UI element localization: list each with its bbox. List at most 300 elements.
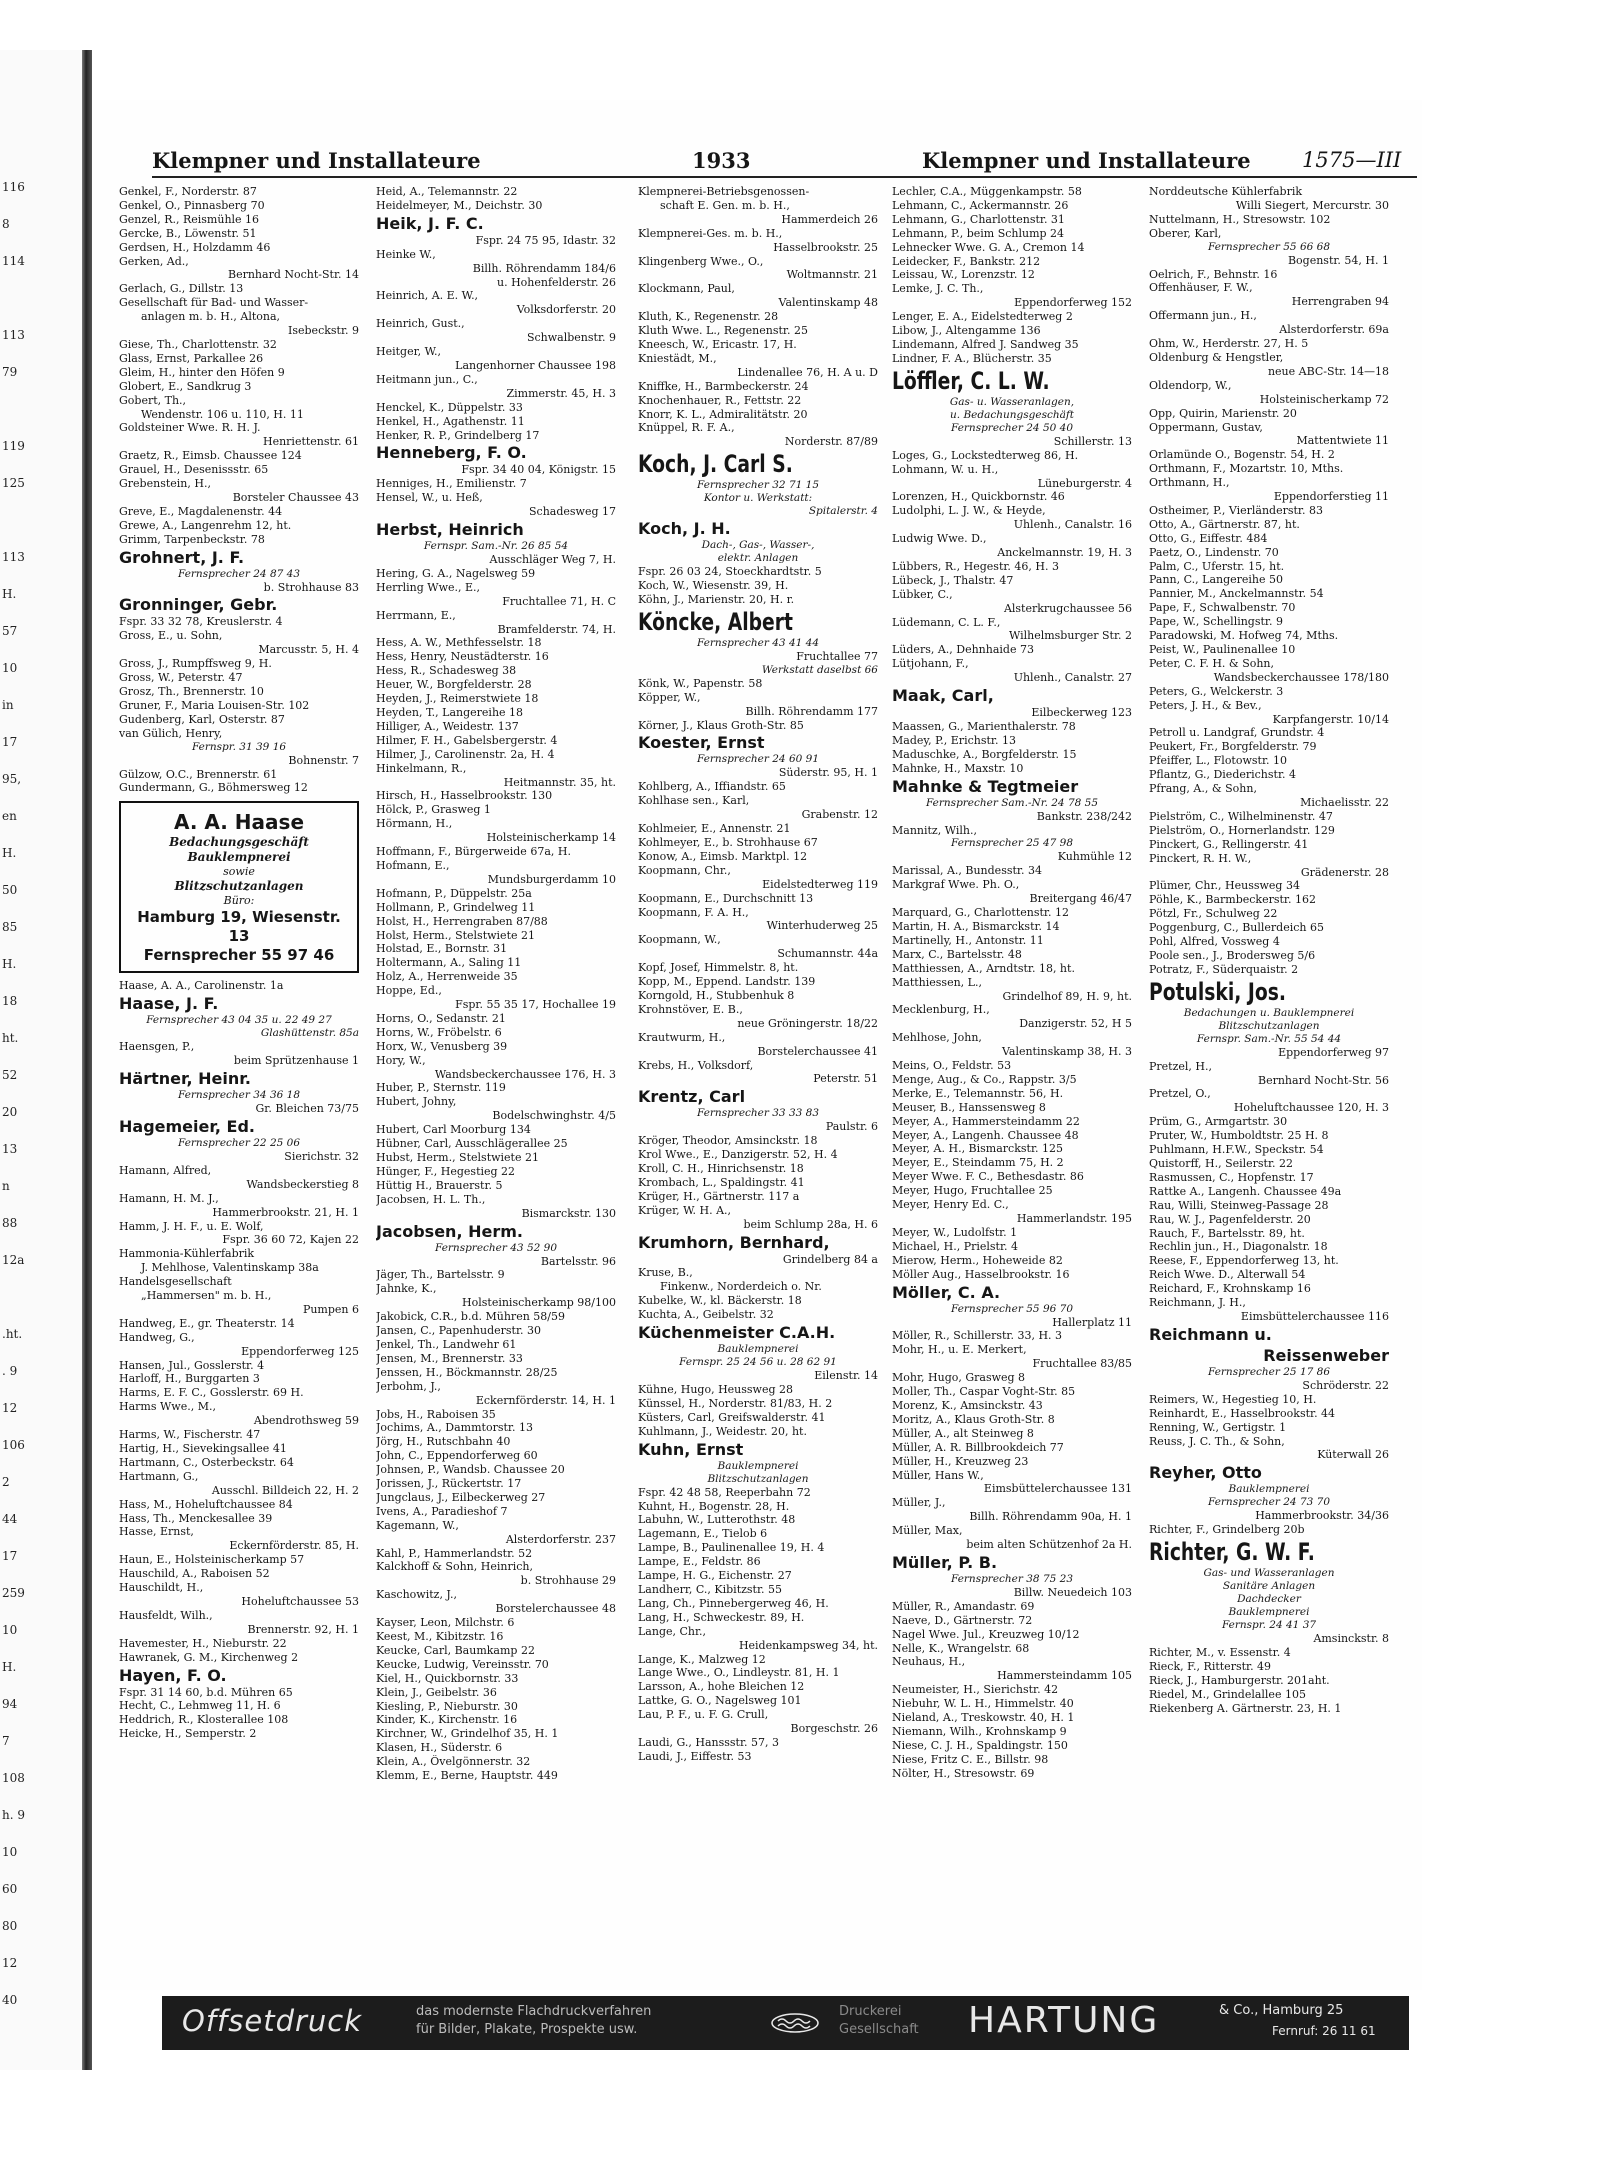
directory-entry: Fspr. 42 48 58, Reeperbahn 72	[638, 1485, 811, 1499]
advertisement-box	[119, 801, 359, 973]
directory-entry: Müller, R., Amandastr. 69	[892, 1599, 1035, 1613]
directory-entry: Fruchtallee 83/85	[1032, 1357, 1132, 1371]
directory-entry: Eckernförderstr. 85, H.	[229, 1539, 359, 1553]
directory-entry: neue ABC-Str. 14—18	[1267, 364, 1389, 378]
directory-entry: b. Strohhause 83	[263, 580, 359, 594]
directory-entry: Holsteinischerkamp 14	[486, 831, 616, 845]
directory-entry: Richter, M., v. Essenstr. 4	[1149, 1646, 1291, 1660]
directory-entry: Orthmann, F., Mozartstr. 10, Mths.	[1149, 462, 1344, 476]
left-page-fragment-text: 17	[2, 1549, 18, 1563]
directory-entry: Hamann, H. M. J.,	[119, 1191, 219, 1205]
directory-entry: Bedachungen u. Bauklempnerei	[1183, 1006, 1355, 1019]
directory-entry: Holsteinischerkamp 98/100	[462, 1296, 616, 1310]
page-number: 1575—III	[1302, 148, 1402, 172]
directory-entry: b. Strohhause 29	[520, 1574, 616, 1588]
directory-entry: Mundsburgerdamm 10	[487, 872, 616, 886]
directory-entry: Heicke, H., Semperstr. 2	[119, 1727, 257, 1741]
directory-page	[92, 100, 1422, 2041]
directory-entry: Lenger, E. A., Eidelstedterweg 2	[892, 310, 1073, 324]
directory-entry: Kiesling, P., Nieburstr. 30	[376, 1699, 518, 1713]
directory-entry: Valentinskamp 48	[778, 296, 878, 310]
directory-entry: Fernsprecher 24 50 40	[950, 421, 1074, 434]
column-1	[119, 185, 359, 1885]
directory-entry: Goldsteiner Wwe. R. H. J.	[119, 421, 261, 435]
directory-entry: Holst, Herm., Stelstwiete 21	[376, 928, 535, 942]
directory-entry: Grabenstr. 12	[801, 808, 878, 822]
directory-entry: Bernhard Nocht-Str. 56	[1257, 1073, 1389, 1087]
directory-entry: Havemester, H., Nieburstr. 22	[119, 1636, 287, 1650]
left-page-fragment-text: H.	[2, 957, 17, 971]
featured-entry-name: Koch, J. H.	[638, 519, 731, 539]
directory-entry: Huber, P., Sternstr. 119	[376, 1081, 506, 1095]
directory-entry: Holz, A., Herrenweide 35	[376, 970, 518, 984]
directory-entry: Genkel, O., Pinnasberg 70	[119, 198, 265, 212]
directory-entry: Krautwurm, H.,	[638, 1030, 726, 1044]
advertisement-banner	[162, 1996, 1409, 2050]
directory-entry: Hamann, Alfred,	[119, 1163, 212, 1177]
featured-entry-name: Jacobsen, Herm.	[376, 1221, 523, 1241]
directory-entry: Peterstr. 51	[813, 1072, 878, 1086]
directory-entry: Lampe, H. G., Eichenstr. 27	[638, 1569, 792, 1583]
directory-entry: Lange Wwe., O., Lindleystr. 81, H. 1	[638, 1666, 840, 1680]
directory-entry: Lange, Chr.,	[638, 1624, 707, 1638]
directory-entry: Lehmann, G., Charlottenstr. 31	[892, 212, 1065, 226]
directory-entry: Opp, Quirin, Marienstr. 20	[1149, 406, 1297, 420]
banner-offsetdruck: Offsetdruck	[182, 2004, 363, 2038]
featured-entry-name: Küchenmeister C.A.H.	[638, 1323, 836, 1343]
directory-entry: Hirsch, H., Hasselbrookstr. 130	[376, 789, 553, 803]
directory-entry: Bartelsstr. 96	[540, 1254, 616, 1268]
directory-entry: Holstad, E., Bornstr. 31	[376, 942, 508, 956]
directory-entry: elektr. Anlagen	[717, 552, 799, 565]
directory-entry: Orthmann, H.,	[1149, 476, 1230, 490]
directory-entry: Möller, R., Schillerstr. 33, H. 3	[892, 1329, 1063, 1343]
featured-entry-name: Möller, C. A.	[892, 1282, 1001, 1302]
directory-entry: Koopmann, W.,	[638, 933, 721, 947]
directory-entry: Rieck, F., Ritterstr. 49	[1149, 1659, 1272, 1673]
directory-entry: Herrling Wwe., E.,	[376, 580, 481, 594]
directory-entry: Handweg, G.,	[119, 1330, 195, 1344]
directory-entry: Pinckert, R. H. W.,	[1149, 851, 1252, 865]
directory-entry: Poole sen., J., Brodersweg 5/6	[1149, 948, 1316, 962]
left-page-fragment-text: 10	[2, 1623, 18, 1637]
directory-entry: Martin, H. A., Bismarckstr. 14	[892, 919, 1060, 933]
book-gutter	[82, 50, 92, 2070]
box-text: Blitzschutzanlagen	[174, 879, 304, 894]
left-page-fragment-text: 108	[2, 1771, 25, 1785]
left-page-fragment-text: 116	[2, 180, 25, 194]
directory-entry: Hering, G. A., Nagelsweg 59	[376, 566, 536, 580]
directory-entry: Horx, W., Venusberg 39	[376, 1039, 508, 1053]
directory-entry: Heyden, J., Reimerstwiete 18	[376, 692, 539, 706]
directory-entry: anlagen m. b. H., Altona,	[141, 310, 281, 324]
directory-entry: Krüger, H., Gärtnerstr. 117 a	[638, 1189, 800, 1203]
directory-entry: Knorr, K. L., Admiralitätstr. 20	[638, 407, 808, 421]
directory-entry: Hartmann, C., Osterbeckstr. 64	[119, 1455, 294, 1469]
directory-entry: Jakobick, C.R., b.d. Mühren 58/59	[376, 1310, 565, 1324]
directory-entry: Henker, R. P., Grindelberg 17	[376, 428, 540, 442]
directory-entry: Hass, M., Hoheluftchaussee 84	[119, 1497, 293, 1511]
directory-entry: Kiel, H., Quickbornstr. 33	[376, 1671, 519, 1685]
directory-entry: Heinrich, A. E. W.,	[376, 289, 479, 303]
directory-entry: Hass, Th., Menckesallee 39	[119, 1511, 273, 1525]
column-3	[638, 185, 878, 1885]
directory-entry: Billw. Neuedeich 103	[1013, 1585, 1132, 1599]
directory-entry: Horns, O., Sedanstr. 21	[376, 1011, 506, 1025]
directory-entry: Fernsprecher 32 71 15	[696, 479, 820, 492]
directory-entry: Leidecker, F., Bankstr. 212	[892, 254, 1041, 268]
directory-entry: Schillerstr. 13	[1053, 434, 1132, 448]
directory-entry: Heyden, T., Langereihe 18	[376, 706, 524, 719]
left-page-fragment-text: ht.	[2, 1031, 19, 1045]
directory-entry: Bramfelderstr. 74, H.	[497, 622, 616, 636]
directory-entry: Jacobsen, H. L. Th.,	[376, 1192, 486, 1206]
box-text: A. A. Haase	[173, 810, 305, 835]
directory-entry: Pfrang, A., & Sohn,	[1149, 782, 1257, 796]
directory-entry: Ausschläger Weg 7, H.	[489, 553, 616, 567]
directory-entry: Fernsprecher 24 87 43	[177, 567, 301, 580]
directory-entry: Hess, A. W., Methfesselstr. 18	[376, 636, 542, 650]
directory-entry: Künssel, H., Norderstr. 81/83, H. 2	[638, 1396, 833, 1410]
directory-entry: Gülzow, O.C., Brennerstr. 61	[119, 767, 278, 781]
directory-entry: Meyer, A., Hammersteindamm 22	[892, 1114, 1080, 1128]
directory-entry: Hawranek, G. M., Kirchenweg 2	[119, 1650, 299, 1664]
directory-entry: Fspr. 55 35 17, Hochallee 19	[455, 998, 616, 1012]
directory-entry: Pielström, O., Hornerlandstr. 129	[1149, 823, 1335, 837]
directory-entry: Jungclaus, J., Eilbeckerweg 27	[376, 1490, 546, 1504]
directory-entry: Meyer, A., Langenh. Chaussee 48	[892, 1128, 1079, 1142]
directory-entry: Hammerlandstr. 195	[1016, 1212, 1132, 1225]
directory-entry: Kagemann, W.,	[376, 1518, 459, 1532]
directory-entry: Krebs, H., Volksdorf,	[638, 1058, 754, 1072]
directory-entry: Wandsbeckerchaussee 176, H. 3	[434, 1067, 616, 1081]
directory-entry: Pann, C., Langereihe 50	[1149, 573, 1284, 587]
left-page-fragment-text: 60	[2, 1882, 18, 1896]
featured-entry-name: Haase, J. F.	[119, 994, 219, 1014]
directory-entry: Pöhle, K., Barmbeckerstr. 162	[1149, 893, 1316, 907]
directory-entry: Peukert, Fr., Borgfelderstr. 79	[1149, 740, 1317, 754]
directory-entry: Konow, A., Eimsb. Marktpl. 12	[638, 849, 808, 863]
directory-entry: Greve, E., Magdalenenstr. 44	[119, 504, 283, 518]
directory-entry: Hörmann, H.,	[376, 817, 453, 831]
directory-entry: Leissau, W., Lorenzstr. 12	[892, 268, 1035, 282]
directory-entry: Kroll, C. H., Hinrichsenstr. 18	[638, 1162, 804, 1176]
directory-entry: Pretzel, O.,	[1149, 1087, 1211, 1101]
directory-entry: Möller Aug., Hasselbrookstr. 16	[892, 1267, 1070, 1281]
directory-entry: Kahl, P., Hammerlandstr. 52	[376, 1546, 533, 1560]
directory-entry: Dachdecker	[1237, 1593, 1301, 1606]
directory-entry: Landherr, C., Kibitzstr. 55	[638, 1582, 783, 1596]
left-page-fragment-text: 10	[2, 1845, 18, 1859]
directory-entry: Schadesweg 17	[529, 505, 616, 519]
directory-entry: Heitmannstr. 35, ht.	[503, 775, 616, 789]
directory-entry: Hauschildt, H.,	[119, 1581, 204, 1595]
directory-entry: Eimsbüttelerchaussee 116	[1240, 1309, 1389, 1323]
directory-entry: Jenkel, Th., Landwehr 61	[376, 1337, 517, 1351]
directory-entry: Grauel, H., Desenissstr. 65	[119, 463, 269, 477]
directory-entry: Billh. Röhrendamm 184/6	[472, 261, 616, 275]
directory-entry: Pinckert, G., Rellingerstr. 41	[1149, 837, 1309, 851]
directory-entry: Michael, H., Prielstr. 4	[892, 1239, 1019, 1253]
directory-entry: Pannier, M., Anckelmannstr. 54	[1149, 587, 1324, 601]
featured-entry-name: Herbst, Heinrich	[376, 520, 524, 540]
banner-slogan	[416, 2003, 651, 2039]
directory-entry: Bodelschwinghstr. 4/5	[492, 1109, 616, 1123]
directory-entry: Müller, J.,	[892, 1496, 946, 1510]
directory-entry: Körner, J., Klaus Groth-Str. 85	[638, 718, 804, 732]
directory-entry: Lange, K., Malzweg 12	[638, 1652, 766, 1666]
directory-entry: Rauch, F., Bartelsstr. 89, ht.	[1149, 1226, 1305, 1240]
directory-entry: Grewe, A., Langenrehm 12, ht.	[119, 518, 292, 532]
directory-entry: Handweg, E., gr. Theaterstr. 14	[119, 1316, 295, 1330]
directory-entry: Hubst, Herm., Stelstwiete 21	[376, 1151, 539, 1164]
directory-entry: Reinhardt, E., Hasselbrookstr. 44	[1149, 1406, 1336, 1420]
directory-entry: Rechlin jun., H., Diagonalstr. 18	[1149, 1240, 1328, 1254]
directory-entry: Gas- u. Wasseranlagen,	[949, 395, 1075, 408]
directory-entry: Müller, A., alt Steinweg 8	[892, 1426, 1034, 1440]
directory-entry: van Gülich, Henry,	[119, 726, 223, 740]
directory-entry: Heidelmeyer, M., Deichstr. 30	[376, 198, 543, 212]
directory-entry: Reich Wwe. D., Alterwall 54	[1149, 1268, 1306, 1282]
directory-entry: Madey, P., Erichstr. 13	[892, 733, 1016, 747]
directory-entry: Kalckhoff & Sohn, Heinrich,	[376, 1560, 533, 1574]
directory-entry: Kniestädt, M.,	[638, 351, 717, 365]
directory-entry: Hinkelmann, R.,	[376, 761, 467, 775]
directory-entry: Kohlberg, A., Iffiandstr. 65	[638, 780, 786, 794]
directory-entry: Zimmerstr. 45, H. 3	[506, 386, 616, 400]
left-page-fragment-text: 7	[2, 1734, 10, 1748]
left-page-fragment-text: 57	[2, 624, 18, 638]
directory-entry: Kohlmeyer, E., b. Strohhause 67	[638, 836, 818, 849]
directory-entry: Klempnerei-Ges. m. b. H.,	[638, 226, 783, 240]
directory-entry: Finkenw., Norderdeich o. Nr.	[660, 1280, 822, 1294]
directory-entry: Lattke, G. O., Nagelsweg 101	[638, 1694, 802, 1708]
directory-entry: Fernsprecher 43 04 35 u. 22 49 27	[146, 1014, 332, 1027]
directory-entry: Kröger, Theodor, Amsinckstr. 18	[638, 1134, 818, 1148]
directory-entry: Kluth, K., Regenenstr. 28	[638, 310, 779, 324]
directory-entry: Hasselbrookstr. 25	[773, 240, 878, 254]
directory-entry: Oppermann, Gustav,	[1149, 420, 1263, 434]
directory-entry: Bohnenstr. 7	[288, 753, 359, 767]
directory-entry: Genkel, F., Norderstr. 87	[119, 185, 257, 198]
featured-entry-name: Maak, Carl,	[892, 686, 994, 706]
directory-entry: Kaschowitz, J.,	[376, 1588, 457, 1602]
directory-entry: Hartmann, G.,	[119, 1469, 199, 1483]
directory-entry: Jochims, A., Dammtorstr. 13	[376, 1421, 533, 1435]
directory-entry: Eppendorferweg 152	[1014, 296, 1132, 310]
directory-entry: Rau, W. J., Pagenfelderstr. 20	[1149, 1212, 1311, 1226]
directory-entry: Wandsbeckerstieg 8	[246, 1177, 359, 1191]
directory-entry: Fspr. 36 60 72, Kajen 22	[222, 1233, 359, 1247]
left-page-fragment-text: 12	[2, 1956, 18, 1970]
left-page-fragment	[0, 50, 82, 2070]
left-page-fragment-text: . 9	[2, 1364, 18, 1378]
directory-entry: Grimm, Tarpenbeckstr. 78	[119, 532, 265, 546]
left-page-fragment-text: 125	[2, 476, 25, 490]
directory-entry: Reese, F., Eppendorferweg 13, ht.	[1149, 1254, 1339, 1268]
column-2	[376, 185, 616, 1885]
left-page-fragment-text: 12	[2, 1401, 18, 1415]
directory-entry: Henniges, H., Emilienstr. 7	[376, 477, 527, 491]
directory-entry: Korngold, H., Stubbenhuk 8	[638, 988, 795, 1002]
directory-entry: Schröderstr. 22	[1302, 1378, 1389, 1392]
directory-entry: Heuer, W., Borgfelderstr. 28	[376, 678, 532, 692]
left-page-fragment-text: 17	[2, 735, 18, 749]
directory-entry: Eimsbüttelerchaussee 131	[983, 1482, 1132, 1496]
directory-entry: Nagel Wwe. Jul., Kreuzweg 10/12	[892, 1627, 1080, 1641]
directory-entry: Hamm, J. H. F., u. E. Wolf,	[119, 1219, 264, 1233]
directory-entry: Knochenhauer, R., Fettstr. 22	[638, 393, 802, 407]
directory-entry: Matthiessen, L.,	[892, 975, 982, 989]
directory-entry: Klempnerei-Betriebsgenossen-	[638, 185, 810, 198]
directory-entry: Amsinckstr. 8	[1313, 1632, 1389, 1646]
directory-entry: Merke, E., Telemannstr. 56, H.	[892, 1086, 1064, 1100]
directory-entry: Sierichstr. 32	[284, 1149, 359, 1163]
left-page-fragment-text: 13	[2, 1142, 18, 1156]
directory-entry: Koopmann, F. A. H.,	[638, 905, 749, 919]
left-page-fragment-text: H.	[2, 846, 17, 860]
directory-entry: Paulstr. 6	[825, 1120, 878, 1134]
header-year: 1933	[692, 148, 751, 173]
directory-entry: Lübbers, R., Hegestr. 46, H. 3	[892, 559, 1059, 573]
featured-entry-name: Müller, P. B.	[892, 1552, 998, 1572]
directory-entry: Meins, O., Feldstr. 53	[892, 1059, 1012, 1073]
directory-entry: Herrengraben 94	[1291, 295, 1389, 309]
directory-entry: Hasse, Ernst,	[119, 1525, 194, 1539]
directory-entry: Hoheluftchaussee 53	[241, 1594, 359, 1608]
directory-entry: Winterhuderweg 25	[766, 919, 878, 933]
directory-entry: Jensen, M., Brennerstr. 33	[376, 1351, 523, 1365]
directory-entry: Fernsprecher 34 36 18	[177, 1089, 301, 1102]
directory-entry: Hammonia-Kühlerfabrik	[119, 1247, 255, 1261]
directory-entry: Pumpen 6	[302, 1302, 359, 1316]
directory-entry: Klein, J., Geibelstr. 36	[376, 1685, 497, 1699]
directory-entry: Niebuhr, W. L. H., Himmelstr. 40	[892, 1697, 1074, 1711]
directory-entry: Kopp, M., Eppend. Landstr. 139	[638, 975, 816, 989]
directory-entry: Krol Wwe., E., Danzigerstr. 52, H. 4	[638, 1148, 838, 1162]
left-page-fragment-text: 106	[2, 1438, 25, 1452]
directory-entry: Ausschl. Billdeich 22, H. 2	[211, 1483, 359, 1497]
banner-druck-line: Druckerei	[839, 2004, 902, 2019]
featured-entry-name: Gronninger, Gebr.	[119, 595, 278, 615]
directory-entry: Kuchta, A., Geibelstr. 32	[638, 1308, 774, 1322]
directory-entry: Fspr. 34 40 04, Königstr. 15	[461, 463, 616, 477]
directory-entry: Hammerbrookstr. 34/36	[1255, 1509, 1389, 1523]
directory-entry: Mattentwiete 11	[1296, 434, 1389, 448]
directory-entry: Reimers, W., Hegestieg 10, H.	[1149, 1392, 1317, 1406]
directory-entry: Lehnecker Wwe. G. A., Cremon 14	[892, 240, 1085, 254]
directory-entry: Naeve, D., Gärtnerstr. 72	[892, 1613, 1033, 1627]
directory-entry: Lindemann, Alfred J. Sandweg 35	[892, 337, 1079, 351]
directory-entry: Eppendorferstieg 11	[1273, 490, 1389, 504]
directory-entry: Lüdemann, C. L. F.,	[892, 615, 1001, 629]
featured-entry-name: Henneberg, F. O.	[376, 443, 527, 463]
directory-entry: Gudenberg, Karl, Osterstr. 87	[119, 712, 285, 726]
directory-entry: Lagemann, E., Tielob 6	[638, 1527, 768, 1541]
directory-entry: Pielström, C., Wilhelminenstr. 47	[1149, 809, 1333, 823]
directory-entry: Blitzschutzanlagen	[1218, 1019, 1320, 1032]
wave-logo-icon	[770, 2013, 820, 2033]
directory-entry: Hartig, H., Sievekingsallee 41	[119, 1442, 287, 1455]
directory-entry: Lindner, F. A., Blücherstr. 35	[892, 351, 1052, 365]
directory-entry: Genzel, R., Reismühle 16	[119, 212, 260, 226]
banner-phone: Fernruf: 26 11 61	[1272, 2024, 1376, 2038]
directory-entry: Gobert, Th.,	[119, 393, 187, 407]
directory-entry: Lampe, B., Paulinenallee 19, H. 4	[638, 1541, 825, 1555]
directory-entry: Schwalbenstr. 9	[526, 331, 616, 345]
column-5	[1149, 185, 1389, 1885]
featured-entry-name: Krumhorn, Bernhard,	[638, 1232, 830, 1252]
directory-entry: Otto, G., Eiffestr. 484	[1149, 531, 1268, 545]
directory-entry: Oelrich, F., Behnstr. 16	[1149, 267, 1278, 281]
directory-entry: Lohmann, W. u. H.,	[892, 462, 999, 476]
featured-entry-name: Härtner, Heinr.	[119, 1069, 251, 1089]
directory-entry: Lau, P. F., u. F. G. Crull,	[638, 1708, 769, 1722]
directory-entry: Küsters, Carl, Greifswalderstr. 41	[638, 1410, 826, 1424]
directory-entry: Harloff, H., Burggarten 3	[119, 1372, 260, 1386]
directory-entry: Jerbohm, J.,	[376, 1379, 441, 1393]
featured-entry-name: Grohnert, J. F.	[119, 547, 245, 567]
directory-entry: Lorenzen, H., Quickbornstr. 46	[892, 490, 1065, 504]
directory-entry: Hecht, C., Lehmweg 11, H. 6	[119, 1699, 281, 1713]
directory-entry: Gercke, B., Löwenstr. 51	[119, 226, 257, 240]
directory-entry: Fernsprecher 55 66 68	[1207, 240, 1331, 253]
directory-entry: Kuhlmann, J., Weidestr. 20, ht.	[638, 1424, 807, 1438]
left-page-fragment-text: en	[2, 809, 17, 823]
directory-entry: Gerlach, G., Dillstr. 13	[119, 282, 244, 296]
directory-entry: schaft E. Gen. m. b. H.,	[660, 198, 790, 212]
directory-entry: Kniffke, H., Barmbeckerstr. 24	[638, 379, 809, 393]
left-page-fragment-text: 259	[2, 1586, 25, 1600]
directory-entry: Gerken, Ad.,	[119, 254, 189, 268]
featured-entry-name: Potulski, Jos.	[1149, 977, 1286, 1006]
directory-entry: Billh. Röhrendamm 90a, H. 1	[969, 1510, 1132, 1524]
directory-entry: Bauklempnerei	[717, 1343, 799, 1356]
directory-entry: Koch, W., Wiesenstr. 39, H.	[638, 579, 789, 593]
directory-entry: Klockmann, Paul,	[638, 282, 735, 296]
directory-entry: Dach-, Gas-, Wasser-,	[701, 539, 815, 552]
directory-entry: Keucke, Ludwig, Vereinsstr. 70	[376, 1657, 549, 1671]
directory-entry: Hilmer, J., Carolinenstr. 2a, H. 4	[376, 747, 555, 761]
directory-entry: Meyer Wwe. F. C., Bethesdastr. 86	[892, 1170, 1084, 1184]
directory-entry: Lüneburgerstr. 4	[1037, 476, 1132, 490]
directory-entry: Harms, W., Fischerstr. 47	[119, 1428, 261, 1442]
directory-entry: Kubelke, W., kl. Bäckerstr. 18	[638, 1294, 802, 1308]
left-page-fragment-text: 113	[2, 328, 25, 342]
directory-entry: Gleim, H., hinter den Höfen 9	[119, 365, 285, 379]
box-text: Bedachungsgeschäft	[169, 835, 309, 850]
directory-entry: Eidelstedterweg 119	[762, 877, 878, 891]
directory-entry: Laudi, J., Eiffestr. 53	[638, 1749, 752, 1763]
directory-entry: Labuhn, W., Lutterothstr. 48	[638, 1513, 796, 1527]
directory-entry: Henckel, K., Düppelstr. 33	[376, 400, 523, 414]
directory-entry: Richter, F., Grindelberg 20b	[1149, 1523, 1305, 1537]
directory-entry: Mecklenburg, H.,	[892, 1003, 990, 1017]
directory-entry: Müller, Max,	[892, 1524, 963, 1538]
directory-entry: Rau, Willi, Steinweg-Passage 28	[1149, 1198, 1329, 1212]
directory-entry: Wilhelmsburger Str. 2	[1008, 629, 1132, 643]
directory-entry: Meyer, E., Steindamm 75, H. 2	[892, 1156, 1064, 1170]
banner-company-name: HARTUNG	[968, 2000, 1160, 2041]
banner-slogan-line: für Bilder, Plakate, Prospekte usw.	[416, 2022, 638, 2037]
directory-entry: Müller, Hans W.,	[892, 1468, 984, 1482]
directory-entry: Grädenerstr. 28	[1300, 865, 1389, 879]
directory-entry: Krüger, W. H. A.,	[638, 1203, 732, 1217]
directory-entry: Schumannstr. 44a	[777, 947, 878, 961]
directory-entry: Alsterkrugchaussee 56	[1003, 601, 1132, 615]
directory-entry: Heitger, W.,	[376, 345, 442, 359]
directory-entry: Quistorff, H., Seilerstr. 22	[1149, 1157, 1294, 1170]
